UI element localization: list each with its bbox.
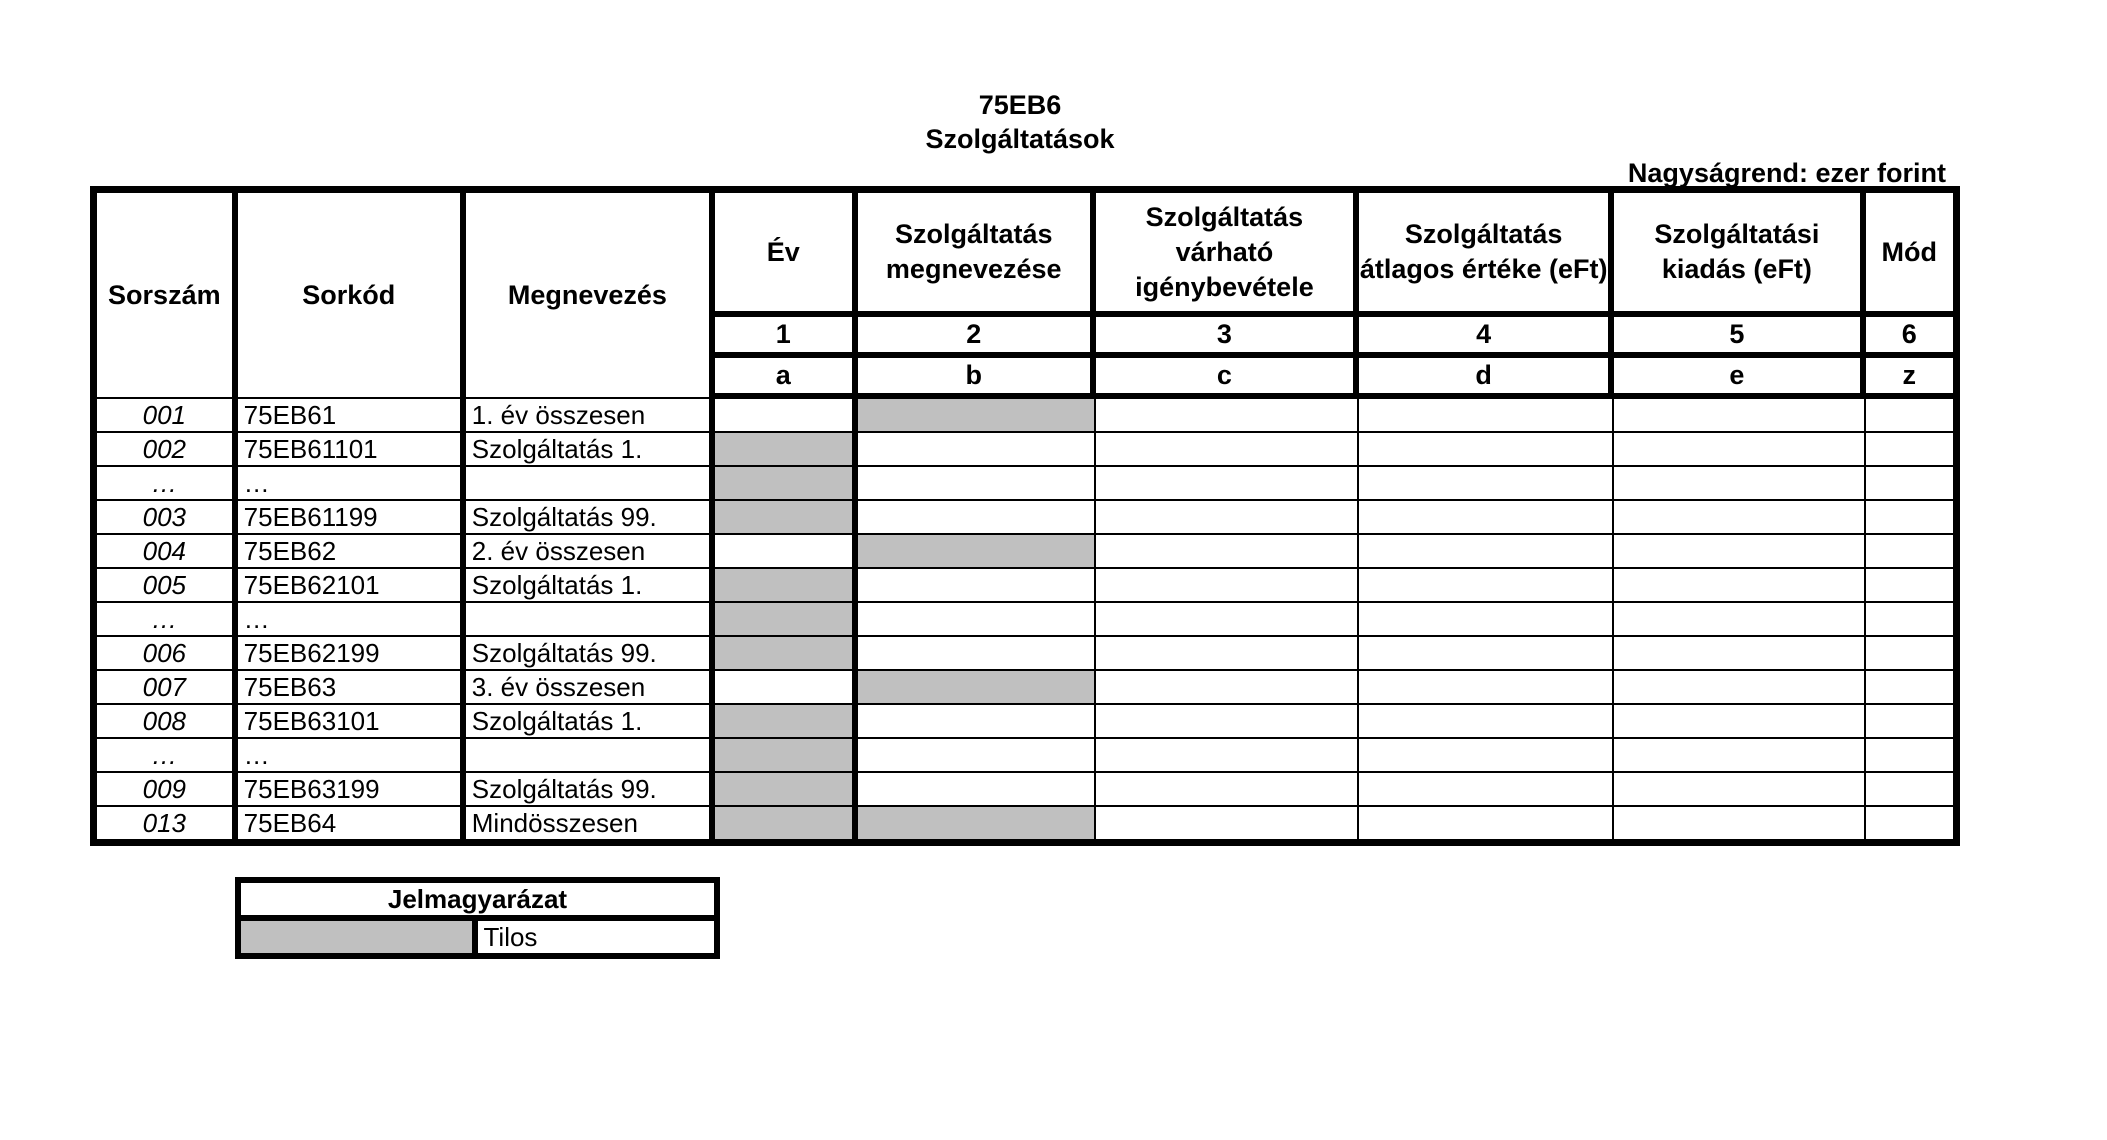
input-cell[interactable] bbox=[1096, 399, 1359, 433]
input-cell[interactable] bbox=[1866, 773, 1954, 807]
row-sorszam: … bbox=[97, 603, 238, 637]
column-letter: a bbox=[715, 358, 858, 399]
row-sorkod: … bbox=[238, 603, 466, 637]
input-cell[interactable] bbox=[1096, 501, 1359, 535]
input-cell[interactable] bbox=[1614, 399, 1865, 433]
row-sorszam: 009 bbox=[97, 773, 238, 807]
input-cell[interactable] bbox=[1614, 535, 1865, 569]
input-cell[interactable] bbox=[1866, 603, 1954, 637]
input-cell[interactable] bbox=[1359, 603, 1614, 637]
row-sorszam: 007 bbox=[97, 671, 238, 705]
header-ev: Év bbox=[715, 193, 858, 317]
input-cell[interactable] bbox=[858, 467, 1096, 501]
forbidden-cell bbox=[715, 603, 858, 637]
table-row bbox=[97, 467, 1953, 501]
input-cell[interactable] bbox=[858, 637, 1096, 671]
forbidden-cell bbox=[715, 569, 858, 603]
row-sorszam: 008 bbox=[97, 705, 238, 739]
row-sorkod: 75EB62199 bbox=[238, 637, 466, 671]
forbidden-cell bbox=[858, 535, 1096, 569]
input-cell[interactable] bbox=[858, 705, 1096, 739]
data-table bbox=[90, 186, 1960, 846]
row-megnevezes: Szolgáltatás 1. bbox=[466, 569, 715, 603]
row-sorszam: 006 bbox=[97, 637, 238, 671]
input-cell[interactable] bbox=[1359, 773, 1614, 807]
input-cell[interactable] bbox=[1614, 501, 1865, 535]
row-sorkod: … bbox=[238, 467, 466, 501]
column-letter: z bbox=[1866, 358, 1954, 399]
input-cell[interactable] bbox=[858, 773, 1096, 807]
input-cell[interactable] bbox=[1359, 501, 1614, 535]
input-cell[interactable] bbox=[1096, 671, 1359, 705]
row-megnevezes: Szolgáltatás 99. bbox=[466, 773, 715, 807]
input-cell[interactable] bbox=[858, 501, 1096, 535]
input-cell[interactable] bbox=[715, 399, 858, 433]
row-sorszam: 004 bbox=[97, 535, 238, 569]
table-row bbox=[97, 671, 1953, 705]
report-code: 75EB6 bbox=[978, 90, 1062, 120]
header-szolgaltatas-megnevezese: Szolgáltatás megnevezése bbox=[858, 193, 1096, 317]
input-cell[interactable] bbox=[858, 739, 1096, 773]
column-number: 1 bbox=[715, 317, 858, 358]
header-varhato-igenybevetel: Szolgáltatás várható igénybevétele bbox=[1096, 193, 1359, 317]
legend-swatch-gray bbox=[241, 921, 478, 953]
input-cell[interactable] bbox=[715, 671, 858, 705]
input-cell[interactable] bbox=[1866, 807, 1954, 839]
input-cell[interactable] bbox=[1866, 569, 1954, 603]
forbidden-cell bbox=[715, 807, 858, 839]
input-cell[interactable] bbox=[1359, 535, 1614, 569]
input-cell[interactable] bbox=[1359, 705, 1614, 739]
column-letter: c bbox=[1096, 358, 1359, 399]
row-megnevezes bbox=[466, 603, 715, 637]
row-sorszam: 013 bbox=[97, 807, 238, 839]
row-sorkod: 75EB62 bbox=[238, 535, 466, 569]
column-number: 3 bbox=[1096, 317, 1359, 358]
input-cell[interactable] bbox=[1096, 637, 1359, 671]
row-megnevezes: Mindösszesen bbox=[466, 807, 715, 839]
input-cell[interactable] bbox=[858, 433, 1096, 467]
input-cell[interactable] bbox=[1614, 433, 1865, 467]
input-cell[interactable] bbox=[1359, 433, 1614, 467]
input-cell[interactable] bbox=[1614, 637, 1865, 671]
row-megnevezes: Szolgáltatás 1. bbox=[466, 433, 715, 467]
unit-note: Nagyságrend: ezer forint bbox=[1627, 158, 1946, 188]
row-megnevezes bbox=[466, 739, 715, 773]
forbidden-cell bbox=[715, 773, 858, 807]
column-letter: b bbox=[858, 358, 1096, 399]
forbidden-cell bbox=[715, 467, 858, 501]
input-cell[interactable] bbox=[1614, 603, 1865, 637]
input-cell[interactable] bbox=[1096, 603, 1359, 637]
table-row bbox=[97, 773, 1953, 807]
row-sorkod: 75EB62101 bbox=[238, 569, 466, 603]
input-cell[interactable] bbox=[1866, 467, 1954, 501]
table-row bbox=[97, 637, 1953, 671]
forbidden-cell bbox=[858, 399, 1096, 433]
input-cell[interactable] bbox=[1614, 739, 1865, 773]
table-row bbox=[97, 535, 1953, 569]
table-row bbox=[97, 705, 1953, 739]
forbidden-cell bbox=[858, 807, 1096, 839]
input-cell[interactable] bbox=[1866, 399, 1954, 433]
input-cell[interactable] bbox=[1096, 467, 1359, 501]
input-cell[interactable] bbox=[1866, 739, 1954, 773]
input-cell[interactable] bbox=[1096, 739, 1359, 773]
header-szolgaltatasi-kiadas: Szolgáltatási kiadás (eFt) bbox=[1614, 193, 1865, 317]
input-cell[interactable] bbox=[1359, 739, 1614, 773]
table-row bbox=[97, 569, 1953, 603]
row-sorkod: 75EB63 bbox=[238, 671, 466, 705]
input-cell[interactable] bbox=[1866, 671, 1954, 705]
row-megnevezes bbox=[466, 467, 715, 501]
table-row bbox=[97, 603, 1953, 637]
input-cell[interactable] bbox=[1096, 433, 1359, 467]
row-sorszam: 003 bbox=[97, 501, 238, 535]
header-mod: Mód bbox=[1866, 193, 1954, 317]
row-megnevezes: Szolgáltatás 99. bbox=[466, 637, 715, 671]
legend bbox=[235, 877, 720, 959]
forbidden-cell bbox=[715, 433, 858, 467]
column-letter: e bbox=[1614, 358, 1865, 399]
input-cell[interactable] bbox=[1614, 705, 1865, 739]
input-cell[interactable] bbox=[1096, 569, 1359, 603]
input-cell[interactable] bbox=[858, 603, 1096, 637]
input-cell[interactable] bbox=[1359, 569, 1614, 603]
row-sorszam: … bbox=[97, 467, 238, 501]
forbidden-cell bbox=[715, 705, 858, 739]
row-sorkod: … bbox=[238, 739, 466, 773]
row-megnevezes: 3. év összesen bbox=[466, 671, 715, 705]
forbidden-cell bbox=[715, 637, 858, 671]
input-cell[interactable] bbox=[1614, 671, 1865, 705]
column-number: 5 bbox=[1614, 317, 1865, 358]
input-cell[interactable] bbox=[1866, 433, 1954, 467]
input-cell[interactable] bbox=[715, 535, 858, 569]
input-cell[interactable] bbox=[1096, 773, 1359, 807]
header-megnevezes: Megnevezés bbox=[466, 193, 715, 399]
header-sorszam: Sorszám bbox=[97, 193, 238, 399]
input-cell[interactable] bbox=[1359, 671, 1614, 705]
row-sorkod: 75EB63199 bbox=[238, 773, 466, 807]
table-row bbox=[97, 807, 1953, 839]
forbidden-cell bbox=[715, 501, 858, 535]
legend-label-tilos: Tilos bbox=[483, 922, 538, 952]
row-sorszam: 001 bbox=[97, 399, 238, 433]
row-megnevezes: Szolgáltatás 1. bbox=[466, 705, 715, 739]
input-cell[interactable] bbox=[1614, 773, 1865, 807]
column-letter: d bbox=[1359, 358, 1614, 399]
row-sorszam: 005 bbox=[97, 569, 238, 603]
header-atlagos-ertek: Szolgáltatás átlagos értéke (eFt) bbox=[1359, 193, 1614, 317]
input-cell[interactable] bbox=[1866, 637, 1954, 671]
header-sorkod: Sorkód bbox=[238, 193, 466, 399]
input-cell[interactable] bbox=[1359, 399, 1614, 433]
row-sorszam: 002 bbox=[97, 433, 238, 467]
table-row bbox=[97, 739, 1953, 773]
input-cell[interactable] bbox=[1614, 467, 1865, 501]
row-megnevezes: 2. év összesen bbox=[466, 535, 715, 569]
input-cell[interactable] bbox=[1096, 705, 1359, 739]
row-megnevezes: 1. év összesen bbox=[466, 399, 715, 433]
input-cell[interactable] bbox=[1359, 637, 1614, 671]
legend-title: Jelmagyarázat bbox=[241, 883, 714, 921]
table-row bbox=[97, 433, 1953, 467]
table-row bbox=[97, 501, 1953, 535]
report-title: Szolgáltatások bbox=[925, 124, 1115, 154]
input-cell[interactable] bbox=[1866, 535, 1954, 569]
column-number: 6 bbox=[1866, 317, 1954, 358]
input-cell[interactable] bbox=[1614, 807, 1865, 839]
row-megnevezes: Szolgáltatás 99. bbox=[466, 501, 715, 535]
row-sorkod: 75EB63101 bbox=[238, 705, 466, 739]
column-number: 4 bbox=[1359, 317, 1614, 358]
input-cell[interactable] bbox=[1866, 705, 1954, 739]
row-sorkod: 75EB61101 bbox=[238, 433, 466, 467]
input-cell[interactable] bbox=[1096, 807, 1359, 839]
forbidden-cell bbox=[858, 671, 1096, 705]
forbidden-cell bbox=[715, 739, 858, 773]
input-cell[interactable] bbox=[1359, 467, 1614, 501]
row-sorkod: 75EB64 bbox=[238, 807, 466, 839]
row-sorkod: 75EB61199 bbox=[238, 501, 466, 535]
table-row bbox=[97, 399, 1953, 433]
input-cell[interactable] bbox=[1866, 501, 1954, 535]
input-cell[interactable] bbox=[858, 569, 1096, 603]
input-cell[interactable] bbox=[1359, 807, 1614, 839]
input-cell[interactable] bbox=[1096, 535, 1359, 569]
input-cell[interactable] bbox=[1614, 569, 1865, 603]
row-sorkod: 75EB61 bbox=[238, 399, 466, 433]
column-number: 2 bbox=[858, 317, 1096, 358]
row-sorszam: … bbox=[97, 739, 238, 773]
